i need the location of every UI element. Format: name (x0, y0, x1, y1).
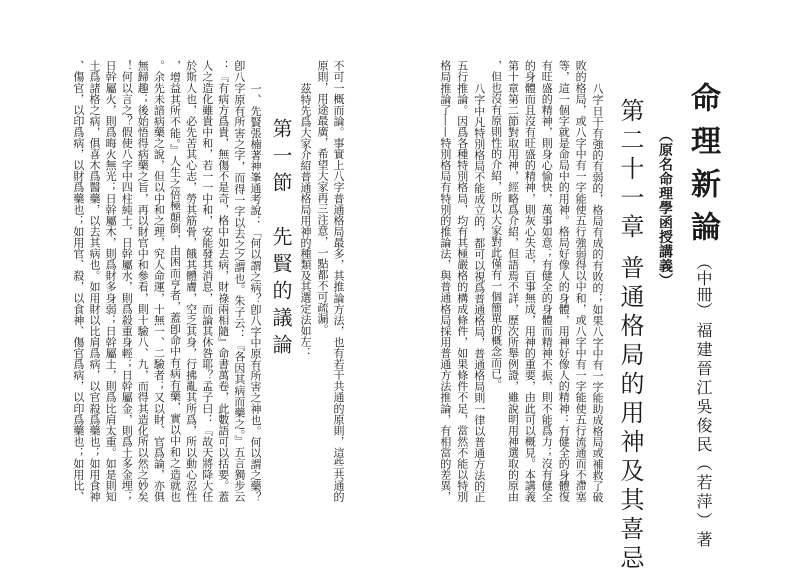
chapter-heading (618, 98, 642, 574)
text-column: ！何以言之？假使八字中四柱純土，日幹屬水，則爲殺重身輕；日幹屬金，則爲土多金埋； (120, 60, 134, 502)
subtitle: （原名命理學函授講義） (657, 128, 673, 288)
text-column: 。余先未諳病藥之說，但以中和之理，究人命運，十無一、二驗者；又以財、官爲論，亦俱 (152, 60, 166, 502)
text-column: 茲特先爲大家介紹普通格局用神的種類及其選定法如左： (299, 82, 312, 358)
chapter-title: 普通格局的用神及其喜忌 (616, 255, 644, 574)
section-heading: 第一節 先賢的議論 (269, 118, 293, 361)
text-column: 八字日干有強的有弱的，格局有成的有敗的；如果八字中有一字能助成格局或補救了破 (591, 82, 604, 502)
text-column: 的身體而且沒有旺盛的精神，則灰心失志，百事無成，用神的重要，由此可以概見。本講義 (523, 60, 537, 502)
volume-label: （中冊） (694, 254, 713, 318)
book-title: 命理新論 (685, 82, 720, 254)
text-column: 有旺盛的精神，則身心愉快，萬事如意；有健全的身體而精神不振，則不能爲力；沒有健全 (540, 60, 554, 502)
chapter-number: 第二十一章 (616, 98, 644, 243)
text-column: 土爲諸格之病，俱喜木爲醫藥，以去其病也。如用財以比肩爲病，以官殺爲藥也；如用食神 (88, 60, 101, 502)
text-column: 無歸趣；後始悟得病藥之旨，再以財官中和參看，則十驗八、九，而得其造化所以然之妙矣 (136, 60, 150, 502)
book-title-column (685, 82, 720, 254)
text-column: 敗的格局，或八字中有一字能使五行強弱得以中和，或八字中有一字能使五行流通而不滯塞 (574, 60, 588, 502)
text-column: 卽八字原有所害之字，而得一字以去之之謂也。朱子云：『各因其病而藥之。』五言獨步云 (232, 60, 246, 502)
text-column: 等，這一個字就是命局中的用神。格局好像人的身體，用神好像人的精神：有健全的身體復 (557, 60, 571, 502)
left-page (0, 0, 396, 561)
text-column: 於斯人也，必先苦其心志，勞其筋骨，餓其體膚，空乏其身，行拂亂其所爲，所以動心忍性 (184, 60, 198, 502)
text-column: 、傷官，以印爲病，以財爲藥也；如用官、殺，以食神、傷官爲病，以印爲藥也；如用比、 (71, 60, 85, 502)
text-column: 原則，用途最廣，希望大家再三注意，一點都不可疏漏。 (316, 60, 329, 335)
text-column: 八字中凡特別格局不能成立的，都可以視爲普通格局，普通格局則一律以普通方法的正 (472, 82, 486, 502)
text-column: 不可一概而論。事實上八字普通格局最多，其推論方法，也有若干共通的原則，這些共通的 (332, 60, 345, 502)
text-column: ，但也沒有原則性的介紹，所以大家對此僅有一個簡單的概念而已。 (489, 60, 503, 390)
text-column: ，增益其所不能。』人生之倍極顛倒，由困而亨者，蓋卽命中有病有藥，實以中和之造就也 (168, 60, 182, 502)
text-column: ：『有病方爲貴，無傷不是奇，格中如去病，財祿兩相隨』命書萬卷，此數語可以括要。蓋 (216, 60, 230, 502)
text-column: 人之造化雖貴中和，若一一中和，安能發其消息，而論其休咎耶？孟子曰：『故天將降大任 (200, 60, 214, 502)
text-column: 日幹屬火，則爲晦火無光；日幹屬木，則爲財多身弱；日幹屬土，則爲比肩太重。如是則知 (104, 60, 118, 502)
author-line: 福建晉江吳俊民（若萍）著 (694, 322, 713, 550)
right-page (396, 0, 793, 574)
text-column: 一、先賢張楠著神峯通考說：「何以謂之病？卽八字中原有所害之神也。何以謂之藥？ (249, 82, 262, 502)
text-column: 五行推論。因爲各種特別格局，均有其極嚴格的構成條件，如果條件不足，當然不能以特別 (455, 60, 469, 502)
text-column: 第十章第二節對取用神，經略爲介紹，但語焉不詳，歷次所舉例證，雖說明用神選取的原由 (506, 60, 520, 502)
text-column: 格局推論了——特別格局有特別的推論法，與普通格局採用普通方法推論，有相當的差異， (438, 60, 452, 502)
